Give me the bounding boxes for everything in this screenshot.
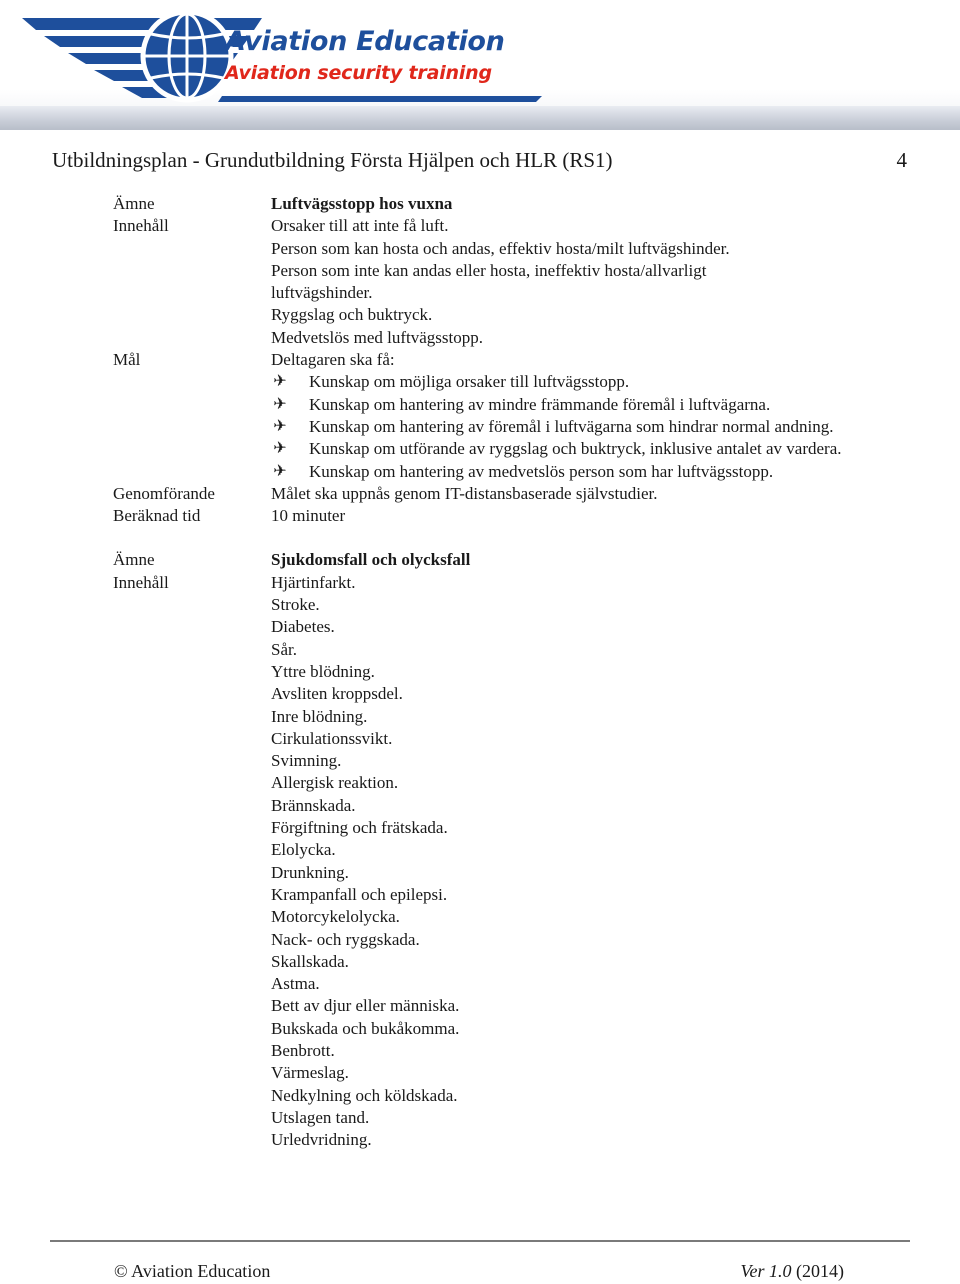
- list-item: Nedkylning och köldskada.: [271, 1085, 458, 1105]
- list-item: Orsaker till att inte få luft.: [271, 216, 449, 236]
- version-label: Ver 1.0: [740, 1261, 792, 1281]
- label-subject: Ämne: [113, 550, 155, 570]
- airplane-icon: ✈: [273, 417, 287, 435]
- list-item: Inre blödning.: [271, 706, 368, 726]
- s1-content-list: [271, 215, 893, 349]
- s1-subject: Luftvägsstopp hos vuxna: [271, 194, 453, 213]
- label-content: Innehåll: [113, 216, 169, 236]
- brand-subtitle: Aviation security training: [225, 62, 492, 84]
- label-subject: Ämne: [113, 194, 155, 213]
- list-item: Allergisk reaktion.: [271, 773, 399, 793]
- label-goal: Mål: [113, 350, 141, 370]
- list-item: Diabetes.: [271, 617, 335, 637]
- page-header: [0, 0, 960, 128]
- s2-content-block: [113, 572, 893, 1152]
- brand-title: Aviation Education: [225, 26, 505, 57]
- document-content: [113, 193, 893, 1151]
- list-item: Elolycka.: [271, 840, 336, 860]
- airplane-icon: ✈: [273, 395, 287, 413]
- airplane-icon: ✈: [273, 462, 287, 480]
- list-item: Förgiftning och frätskada.: [271, 818, 448, 838]
- s2-subject: Sjukdomsfall och olycksfall: [271, 550, 471, 570]
- document-title-row: [52, 145, 907, 175]
- list-item: Yttre blödning.: [271, 661, 375, 681]
- list-item: Krampanfall och epilepsi.: [271, 884, 448, 904]
- footer-divider: [50, 1240, 910, 1242]
- document-title: Utbildningsplan - Grundutbildning Första Hjälpen och HLR (RS1): [52, 148, 613, 172]
- list-item: Hjärtinfarkt.: [271, 572, 356, 592]
- goal-intro: Deltagaren ska få:: [271, 350, 395, 370]
- s1-goal-block: [113, 349, 893, 483]
- s1-content-block: [113, 215, 893, 349]
- s2-content-list: [271, 572, 893, 1152]
- s1-time: 10 minuter: [271, 506, 346, 526]
- list-item: Bett av djur eller människa.: [271, 996, 460, 1016]
- list-item: Drunkning.: [271, 862, 349, 882]
- goal-bullet: ✈ Kunskap om hantering av mindre främmande föremål i luftvägarna.: [271, 394, 893, 416]
- airplane-icon: ✈: [273, 373, 287, 391]
- list-item: Skallskada.: [271, 951, 349, 971]
- footer-copyright: © Aviation Education: [114, 1261, 271, 1281]
- list-item: Ryggslag och buktryck.: [271, 305, 433, 325]
- s1-time-row: [113, 505, 893, 527]
- s1-implementation: Målet ska uppnås genom IT-distansbaserade självstudier.: [271, 483, 658, 503]
- label-time: Beräknad tid: [113, 506, 201, 526]
- s1-subject-row: [113, 193, 893, 215]
- list-item: Nack- och ryggskada.: [271, 929, 420, 949]
- footer-version: [741, 1258, 845, 1284]
- list-item: Medvetslös med luftvägsstopp.: [271, 327, 484, 347]
- list-item: Person som kan hosta och andas, effektiv hosta/milt luftvägshinder.: [271, 238, 730, 258]
- list-item: Cirkulationssvikt.: [271, 728, 393, 748]
- list-item: Stroke.: [271, 595, 320, 615]
- section-spacer: [113, 527, 893, 549]
- list-item: Brännskada.: [271, 795, 356, 815]
- goal-bullet: ✈ Kunskap om möjliga orsaker till luftvägsstopp.: [271, 371, 893, 393]
- list-item: Utslagen tand.: [271, 1107, 370, 1127]
- list-item: Motorcykelolycka.: [271, 907, 400, 927]
- s1-implementation-row: [113, 483, 893, 505]
- list-item: Värmeslag.: [271, 1063, 349, 1083]
- list-item: Avsliten kroppsdel.: [271, 684, 403, 704]
- label-content: Innehåll: [113, 572, 169, 592]
- list-item: Bukskada och bukåkomma.: [271, 1018, 460, 1038]
- list-item: Person som inte kan andas eller hosta, ineffektiv hosta/allvarligt: [271, 260, 707, 280]
- s2-subject-row: [113, 549, 893, 571]
- goal-bullet: ✈ Kunskap om hantering av medvetslös person som har luftvägsstopp.: [271, 461, 893, 483]
- version-year: (2014): [796, 1261, 844, 1281]
- label-implementation: Genomförande: [113, 483, 215, 503]
- airplane-icon: ✈: [273, 440, 287, 458]
- list-item: Svimning.: [271, 751, 342, 771]
- header-band: [0, 106, 960, 130]
- goal-bullet: ✈ Kunskap om hantering av föremål i luftvägarna som hindrar normal andning.: [271, 416, 893, 438]
- list-item: Astma.: [271, 974, 320, 994]
- list-item: Urledvridning.: [271, 1130, 372, 1150]
- goal-bullet: ✈ Kunskap om utförande av ryggslag och buktryck, inklusive antalet av vardera.: [271, 438, 893, 460]
- list-item: Sår.: [271, 639, 297, 659]
- list-item: Benbrott.: [271, 1040, 335, 1060]
- s1-goal-list: [271, 349, 893, 483]
- page-number: 4: [896, 148, 907, 172]
- list-item: luftvägshinder.: [271, 283, 373, 303]
